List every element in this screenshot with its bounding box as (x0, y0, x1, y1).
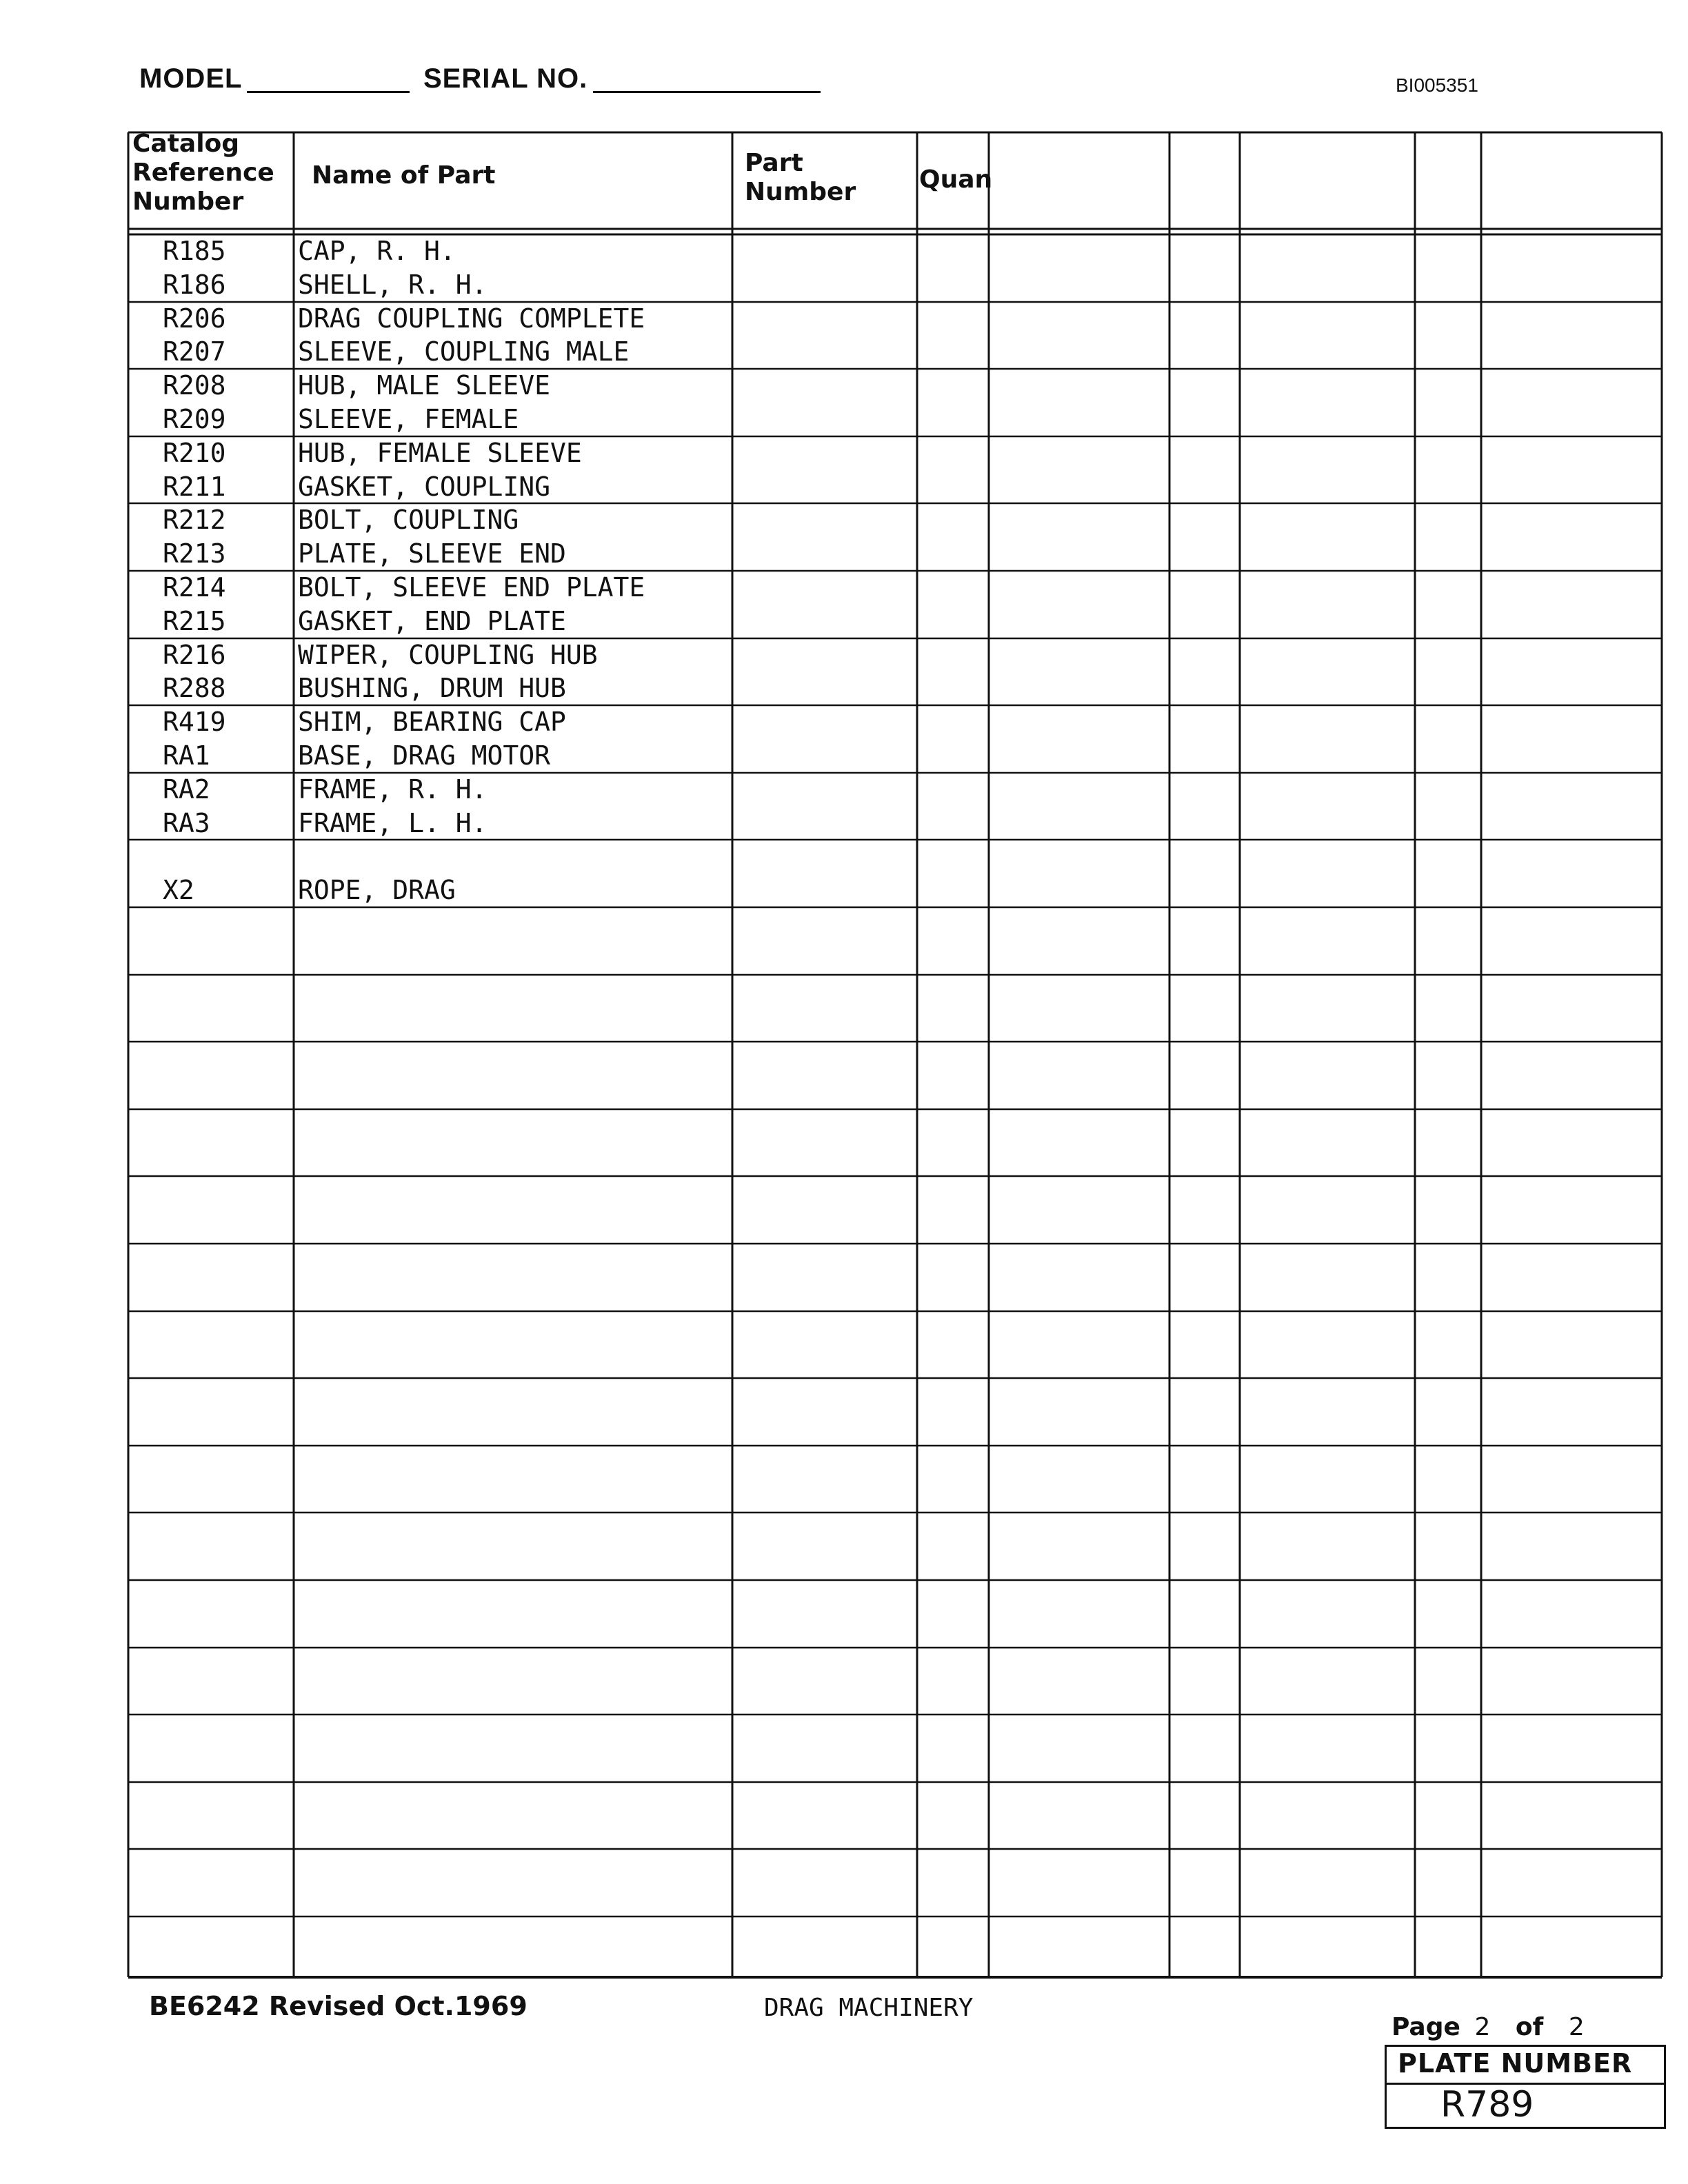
row-part-name: HUB, MALE SLEEVE (298, 370, 551, 401)
col-header-part-number-line2: Number (745, 178, 856, 206)
col-header-part-number-line1: Part (745, 149, 803, 177)
row-part-name: BOLT, COUPLING (298, 505, 519, 535)
row-part-name: CAP, R. H. (298, 236, 456, 266)
section-title: DRAG MACHINERY (764, 1994, 974, 2022)
page-indicator (1391, 2013, 1585, 2041)
row-ref-number: RA1 (163, 740, 210, 771)
page-current: 2 (1474, 2013, 1491, 2041)
row-part-name: BOLT, SLEEVE END PLATE (298, 572, 645, 603)
row-part-name: SHELL, R. H. (298, 270, 488, 300)
row-ref-number: R211 (163, 472, 226, 502)
row-part-name: ROPE, DRAG (298, 875, 456, 905)
form-id: BE6242 Revised Oct.1969 (149, 1991, 528, 2021)
row-part-name: GASKET, COUPLING (298, 472, 551, 502)
row-part-name: FRAME, R. H. (298, 774, 488, 805)
page-of: of (1515, 2013, 1544, 2041)
page-label: Page (1391, 2013, 1460, 2041)
document-id: BI005351 (1396, 74, 1478, 96)
row-ref-number: R288 (163, 673, 226, 703)
row-ref-number: R186 (163, 270, 226, 300)
row-part-name: SHIM, BEARING CAP (298, 707, 566, 737)
plate-number-value: R789 (1440, 2084, 1534, 2125)
row-ref-number: RA2 (163, 774, 210, 805)
row-ref-number: R419 (163, 707, 226, 737)
row-part-name: BUSHING, DRUM HUB (298, 673, 566, 703)
row-ref-number: R216 (163, 640, 226, 670)
row-ref-number: R206 (163, 303, 226, 334)
col-header-catalog-line2: Reference (132, 159, 274, 187)
row-ref-number: RA3 (163, 808, 210, 838)
row-part-name: FRAME, L. H. (298, 808, 488, 838)
row-ref-number: R209 (163, 404, 226, 434)
row-ref-number: R215 (163, 606, 226, 636)
col-header-catalog-line1: Catalog (132, 130, 240, 158)
row-ref-number: R208 (163, 370, 226, 401)
model-label: MODEL (139, 63, 243, 94)
row-part-name: SLEEVE, COUPLING MALE (298, 336, 630, 367)
col-header-part-number (745, 149, 856, 207)
plate-number-label: PLATE NUMBER (1398, 2048, 1633, 2079)
row-part-name: PLATE, SLEEVE END (298, 538, 566, 569)
col-header-quan: Quan (919, 165, 993, 194)
row-part-name: GASKET, END PLATE (298, 606, 566, 636)
row-ref-number: R185 (163, 236, 226, 266)
col-header-name: Name of Part (312, 161, 496, 190)
plate-number-box (1385, 2045, 1666, 2129)
serial-label: SERIAL NO. (423, 63, 588, 94)
row-part-name: DRAG COUPLING COMPLETE (298, 303, 645, 334)
page-total: 2 (1568, 2013, 1585, 2041)
row-ref-number: R214 (163, 572, 226, 603)
row-ref-number: R212 (163, 505, 226, 535)
row-part-name: WIPER, COUPLING HUB (298, 640, 598, 670)
row-ref-number: R213 (163, 538, 226, 569)
row-ref-number: X2 (163, 875, 194, 905)
col-header-catalog (132, 130, 274, 216)
row-part-name: BASE, DRAG MOTOR (298, 740, 551, 771)
row-ref-number: R207 (163, 336, 226, 367)
row-part-name: SLEEVE, FEMALE (298, 404, 519, 434)
row-ref-number: R210 (163, 438, 226, 468)
row-part-name: HUB, FEMALE SLEEVE (298, 438, 582, 468)
col-header-catalog-line3: Number (132, 188, 244, 216)
